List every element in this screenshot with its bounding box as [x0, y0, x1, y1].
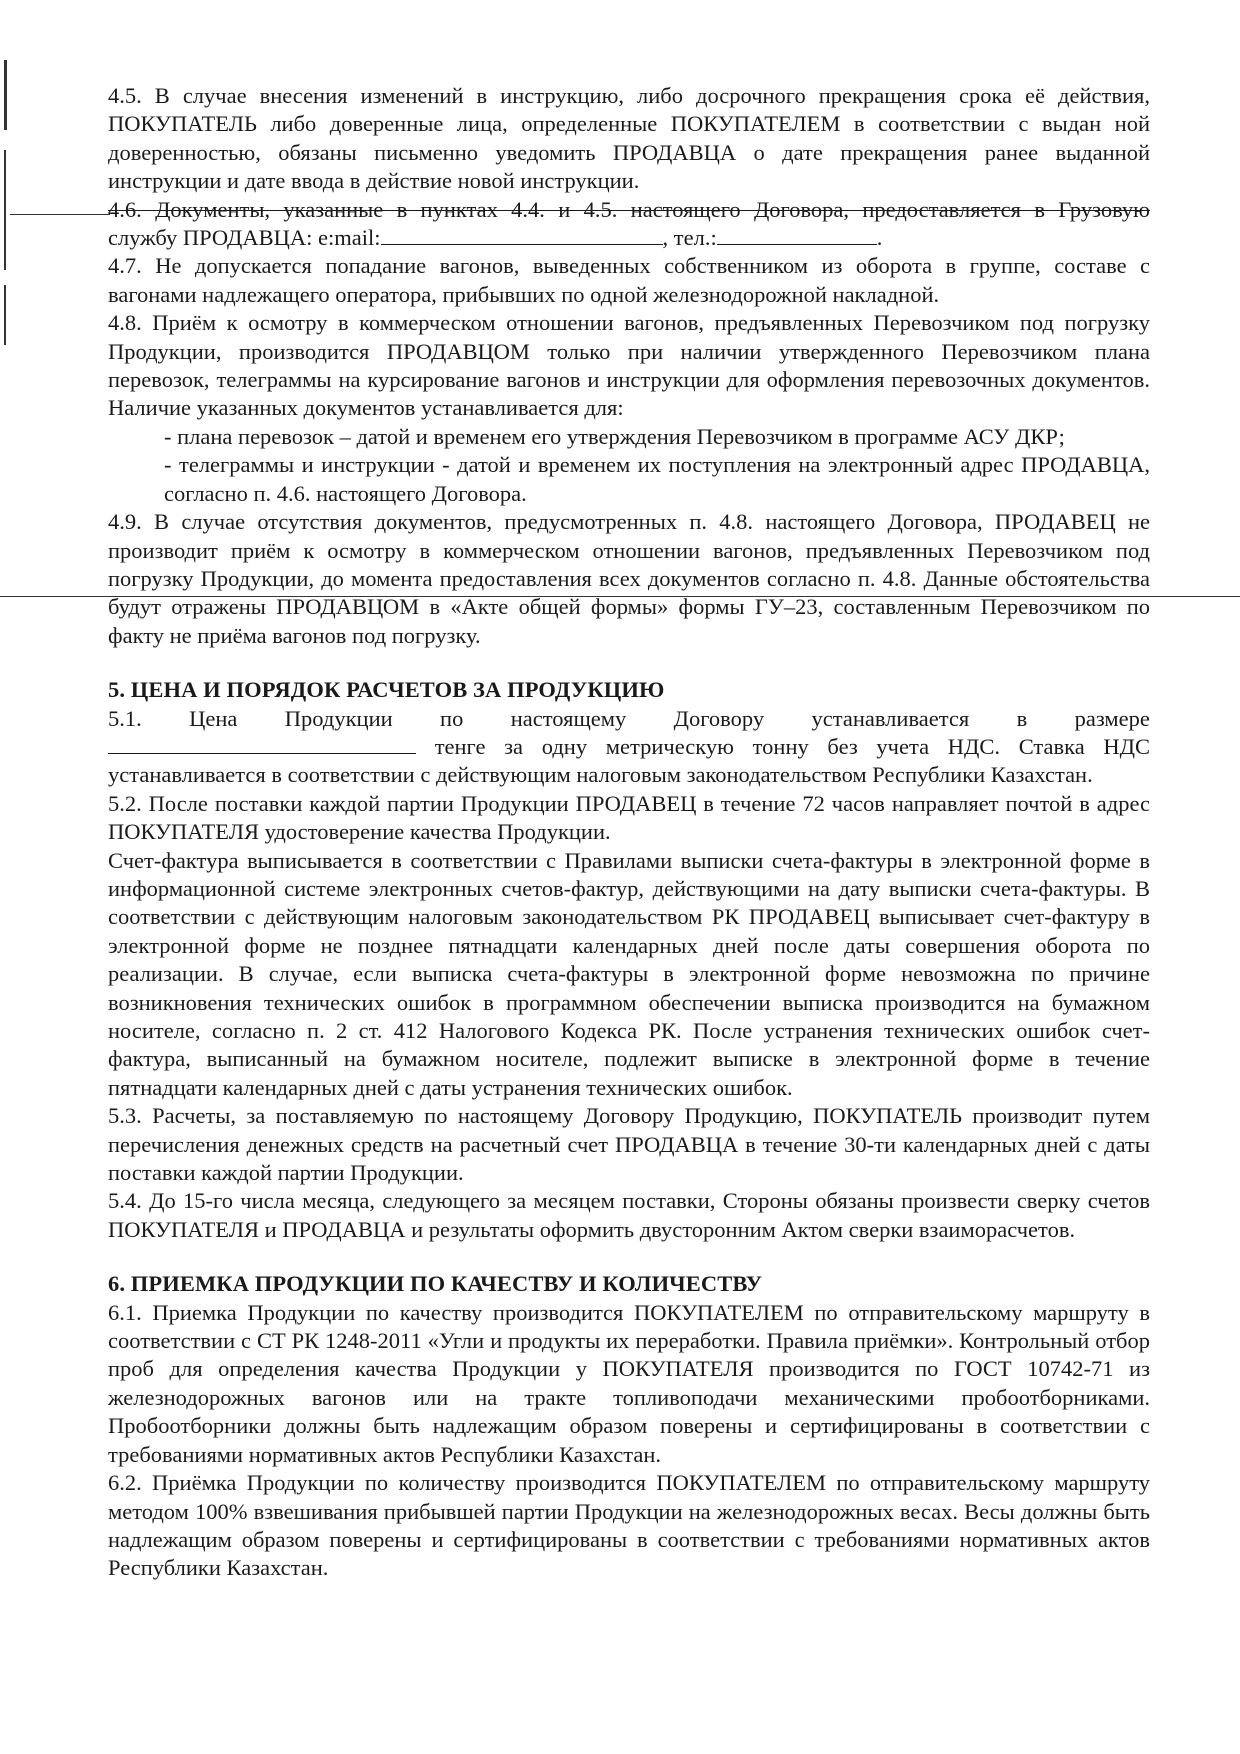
clause-5-4: 5.4. До 15-го числа месяца, следующего за месяцем поставки, Стороны обязаны произвести сверку счетов ПОКУПАТЕЛЯ и ПРОДАВЦА и результаты оформить двусторонним Актом сверки взаиморасчетов. — [108, 1188, 1150, 1242]
clause-5-1-rest — [108, 733, 1150, 790]
tel-blank — [717, 224, 877, 245]
clause-4-6-line1: 4.6. Документы, указанные в пунктах 4.4. и 4.5. настоящего Договора, предоставляется в Грузовую — [108, 196, 1150, 222]
clause-5-1-word: размере — [1074, 705, 1150, 731]
clause-5-1-word: Цена — [189, 705, 238, 731]
price-blank — [108, 733, 416, 754]
clause-4-6-prefix: службу ПРОДАВЦА: e:mail: — [108, 225, 381, 251]
clause-5-1-word: Продукции — [284, 705, 393, 731]
scan-line — [10, 214, 110, 215]
scan-margin-mark — [4, 150, 6, 270]
clause-4-8-bullet-1: - плана перевозок – датой и временем его утверждения Перевозчиком в программе АСУ ДКР; — [164, 423, 1065, 449]
section-6-heading: 6. ПРИЕМКА ПРОДУКЦИИ ПО КАЧЕСТВУ И КОЛИЧЕСТВУ — [108, 1271, 763, 1297]
clause-6-2: 6.2. Приёмка Продукции по количеству производится ПОКУПАТЕЛЕМ по отправительскому маршруту методом 100% взвешивания прибывшей партии Продукции на железнодорожных весах. Весы должны быть надлежащим образом поверены и сертифицированы в соответствии с требованиями нормативных актов Республики Казахстан. — [108, 1470, 1150, 1581]
clause-5-3: 5.3. Расчеты, за поставляемую по настоящему Договору Продукцию, ПОКУПАТЕЛЬ производит путем перечисления денежных средств на расчетный счет ПРОДАВЦА в течение 30-ти календарных дней с даты поставки каждой партии Продукции. — [108, 1103, 1150, 1186]
clause-4-9: 4.9. В случае отсутствия документов, предусмотренных п. 4.8. настоящего Договора, ПРОДАВЕЦ не производит приём к осмотру в коммерческом отношении вагонов, предъявленных Перевозчиком под погрузку Продукции, до момента предоставления всех документов согласно п. 4.8. Данные обстоятельства будут отражены ПРОДАВЦОМ в «Акте общей формы» формы ГУ–23, составленным Перевозчиком по факту не приёма вагонов под погрузку. — [108, 509, 1150, 648]
clause-5-1-line1 — [108, 705, 1150, 733]
scan-margin-mark — [4, 285, 6, 345]
clause-4-8-bullet-2: - телеграммы и инструкции - датой и временем их поступления на электронный адрес ПРОДАВЦА, согласно п. 4.6. настоящего Договора. — [164, 452, 1150, 506]
clause-4-6-mid: , тел.: — [662, 225, 717, 251]
clause-4-6-end: . — [876, 225, 883, 251]
clause-4-5: 4.5. В случае внесения изменений в инструкцию, либо досрочного прекращения срока её действия, ПОКУПАТЕЛЬ либо доверенные лица, определенные ПОКУПАТЕЛЕМ в соответствии с выдан ной доверенностью, обязаны письменно уведомить ПРОДАВЦА о дате прекращения ранее выданной инструкции и дате ввода в действие новой инструкции. — [108, 83, 1150, 194]
scan-margin-mark — [4, 60, 7, 130]
clause-6-1: 6.1. Приемка Продукции по качеству производится ПОКУПАТЕЛЕМ по отправительскому маршруту в соответствии с СТ РК 1248-2011 «Угли и продукты их переработки. Правила приёмки». Контрольный отбор проб для определения качества Продукции у ПОКУПАТЕЛЯ производится по ГОСТ 10742-71 из железнодорожных вагонов или на тракте топливоподачи механическими пробоотборниками. Пробоотборники должны быть надлежащим образом поверены и сертифицированы в соответствии с требованиями нормативных актов Республики Казахстан. — [108, 1299, 1150, 1467]
clause-5-1-word: устанавливается — [811, 705, 970, 731]
clause-5-1-word: Договору — [673, 705, 765, 731]
clause-5-2-invoice: Счет-фактура выписывается в соответствии с Правилами выписки счета-фактуры в электронной форме в информационной системе электронных счетов-фактур, действующими на дату выписки счета-фактуры. В соответствии с действующим налоговым законодательством РК ПРОДАВЕЦ выписывает счет-фактуру в электронной форме не позднее пятнадцати календарных дней после даты совершения оборота по реализации. В случае, если выписка счета-фактуры в электронной форме невозможна по причине возникновения технических ошибок в программном обеспечении выписка производится на бумажном носителе, согласно п. 2 ст. 412 Налогового Кодекса РК. После устранения технических ошибок счет-фактура, выписанный на бумажном носителе, подлежит выписке в электронной форме в течение пятнадцати календарных дней с даты устранения технических ошибок. — [108, 847, 1150, 1100]
clause-5-1-text: тенге за одну метрическую тонну без учета НДС. Ставка НДС устанавливается в соответствии с действующим налоговым законодательством Республики Казахстан. — [108, 733, 1150, 788]
clause-4-6-line2 — [108, 224, 1150, 252]
document-page — [108, 82, 1150, 1583]
clause-5-1-word: настоящему — [510, 705, 627, 731]
clause-5-1-word: в — [1016, 705, 1028, 731]
clause-4-7: 4.7. Не допускается попадание вагонов, выведенных собственником из оборота в группе, составе с вагонами надлежащего оператора, прибывших по одной железнодорожной накладной. — [108, 253, 1150, 307]
email-blank — [381, 224, 663, 245]
clause-5-2: 5.2. После поставки каждой партии Продукции ПРОДАВЕЦ в течение 72 часов направляет почтой в адрес ПОКУПАТЕЛЯ удостоверение качества Продукции. — [108, 790, 1150, 845]
clause-4-8: 4.8. Приём к осмотру в коммерческом отношении вагонов, предъявленных Перевозчиком под погрузку Продукции, производится ПРОДАВЦОМ только при наличии утвержденного Перевозчиком плана перевозок, телеграммы на курсирование вагонов и инструкции для оформления перевозочных документов. Наличие указанных документов устанавливается для: — [108, 310, 1150, 421]
clause-5-1-word: 5.1. — [108, 705, 142, 731]
clause-5-1-word: по — [440, 705, 464, 731]
section-5-heading: 5. ЦЕНА И ПОРЯДОК РАСЧЕТОВ ЗА ПРОДУКЦИЮ — [108, 677, 665, 703]
